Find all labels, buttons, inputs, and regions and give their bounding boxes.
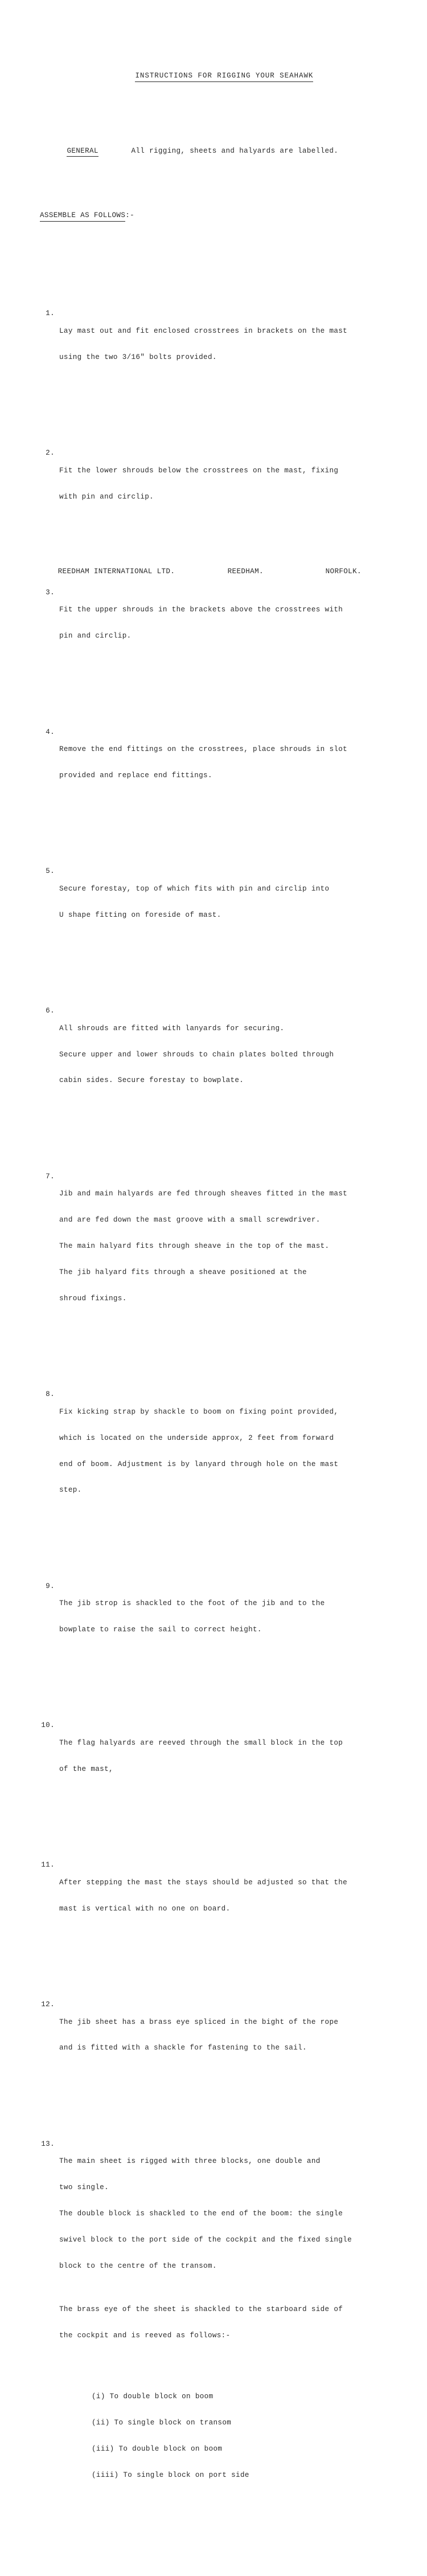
step-number: 6. [46,1007,55,1015]
list-item [40,431,387,536]
step-line: the cockpit and is reeved as follows:- [59,2332,231,2340]
step-line: Remove the end fittings on the crosstrees, place shrouds in slot [59,745,348,754]
step-line: of the mast, [59,1765,113,1773]
step-line: end of boom. Adjustment is by lanyard through hole on the mast [59,1460,339,1468]
step-number: 13. [41,2140,55,2148]
step-line: Fit the upper shrouds in the brackets above the crosstrees with [59,606,343,614]
step-line: U shape fitting on foreside of mast. [59,911,221,919]
step-number: 7. [46,1172,55,1181]
step-text [55,1173,347,1321]
step-text [55,867,329,937]
instruction-steps-list [40,266,387,2558]
assemble-heading-label: ASSEMBLE AS FOLLOWS [40,211,125,221]
step-text [55,2140,352,2515]
list-item [40,1983,387,2088]
step-number: 11. [41,1861,55,1869]
step-line: Jib and main halyards are fed through sheaves fitted in the mast [59,1190,348,1198]
step-line: with pin and circlip. [59,492,154,501]
step-text [55,1721,343,1791]
step-line: The main halyard fits through sheave in the top of the mast. [59,1242,330,1251]
step-line: and are fed down the mast groove with a small screwdriver. [59,1216,321,1224]
step-number: 2. [46,449,55,458]
step-line: The double block is shackled to the end of the boom: the single [59,2210,343,2218]
step-line: using the two 3/16" bolts provided. [59,353,217,361]
step-line: which is located on the underside approx, 2 feet from forward [59,1434,334,1442]
step-line: The main sheet is rigged with three blocks, one double and [59,2157,321,2166]
step-text [55,1390,338,1512]
footer-county: NORFOLK. [325,568,362,576]
step-number: 12. [41,2000,55,2008]
step-line: The jib halyard fits through a sheave positioned at the [59,1268,307,1276]
step-text [55,728,347,798]
list-item [40,292,387,397]
general-row [40,138,387,165]
list-item [40,711,387,815]
page-title: INSTRUCTIONS FOR RIGGING YOUR SEAHAWK [135,72,313,81]
document-footer [40,559,393,585]
footer-town: REEDHAM. [227,568,264,576]
step-line: The jib strop is shackled to the foot of the jib and to the [59,1599,325,1608]
step-line: swivel block to the port side of the cockpit and the fixed single [59,2235,352,2244]
assemble-heading-row [40,211,387,221]
general-label: GENERAL [67,147,98,157]
step-line: shroud fixings. [59,1294,127,1303]
step-line: two single. [59,2183,109,2192]
step-line: The flag halyards are reeved through the small block in the top [59,1739,343,1747]
step-paragraph-2 [59,2297,352,2357]
step-text [55,1007,334,1103]
step-text [55,589,343,658]
list-item [40,989,387,1120]
step-number: 9. [46,1582,55,1590]
general-text: All rigging, sheets and halyards are labelled. [131,146,339,155]
list-item [40,1155,387,1338]
step-line: Secure upper and lower shrouds to chain plates bolted through [59,1050,334,1059]
step-line: Fit the lower shrouds below the crosstrees on the mast, fixing [59,466,339,475]
step-number: 5. [46,867,55,876]
reeving-sub-list [59,2375,352,2497]
step-text [55,1582,325,1652]
step-line: cabin sides. Secure forestay to bowplate. [59,1076,244,1085]
step-line: The brass eye of the sheet is shackled to the starboard side of [59,2305,343,2314]
list-item [40,571,387,676]
step-line: bowplate to raise the sail to correct height. [59,1626,262,1634]
step-text [55,309,347,379]
step-line: step. [59,1486,82,1495]
step-line: After stepping the mast the stays should be adjusted so that the [59,1878,348,1887]
list-item: (iiii) To single block on port side [92,2471,249,2479]
step-number: 8. [46,1390,55,1399]
step-line: mast is vertical with no one on board. [59,1904,231,1913]
step-line: All shrouds are fitted with lanyards for securing. [59,1024,285,1032]
list-item [40,1844,387,1949]
list-item [40,1565,387,1669]
step-line: provided and replace end fittings. [59,771,212,780]
step-number: 3. [46,588,55,597]
step-line: Secure forestay, top of which fits with pin and circlip into [59,884,330,893]
step-line: Lay mast out and fit enclosed crosstrees in brackets on the mast [59,326,348,335]
assemble-heading-suffix: :- [125,211,135,220]
step-text [55,2001,338,2070]
document-body [40,28,387,2576]
list-item: (i) To double block on boom [92,2393,214,2401]
list-item [40,1373,387,1530]
step-line: The jib sheet has a brass eye spliced in the bight of the rope [59,2018,339,2026]
footer-company: REEDHAM INTERNATIONAL LTD. [58,568,175,576]
list-item [40,850,387,955]
list-item [40,1704,387,1809]
step-line: and is fitted with a shackle for fastening to the sail. [59,2044,307,2052]
step-line: Fix kicking strap by shackle to boom on fixing point provided, [59,1407,339,1416]
general-label-wrap [67,147,131,157]
step-text [55,1861,347,1930]
list-item: (iii) To double block on boom [92,2445,223,2453]
step-line: pin and circlip. [59,632,132,640]
step-text [55,449,338,519]
step-number: 10. [41,1721,55,1730]
step-number: 4. [46,728,55,736]
step-line: block to the centre of the transom. [59,2261,217,2270]
step-number: 1. [46,309,55,318]
list-item: (ii) To single block on transom [92,2419,232,2427]
title-row [40,63,387,91]
list-item [40,2122,387,2532]
